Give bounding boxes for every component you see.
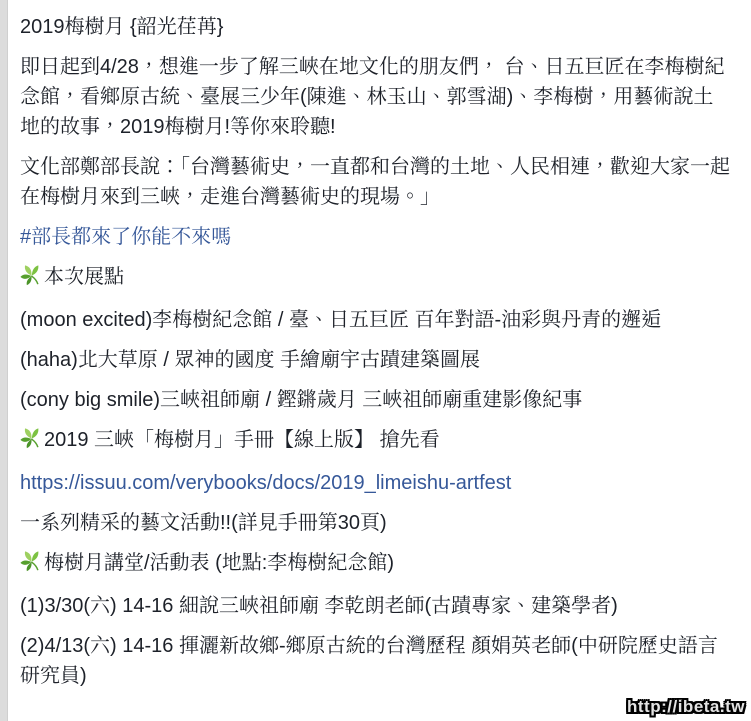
handbook-url-link[interactable]: https://issuu.com/verybooks/docs/2019_limeishu-artfest <box>20 472 512 494</box>
intro-paragraph: 即日起到4/28，想進一步了解三峽在地文化的朋友們， 台、日五巨匠在李梅樹紀念館，看鄉原古統、臺展三少年(陳進、林玉山、郭雪湖)、李梅樹，用藝術說土地的故事，2019梅樹月!等你來聆聽! <box>20 56 725 138</box>
minister-quote-paragraph: 文化部鄭部長說：「台灣藝術史，一直都和台灣的土地、人民相連，歡迎大家一起在梅樹月來到三峽，走進台灣藝術史的現場。」 <box>20 156 730 208</box>
herb-leaf-icon <box>20 264 42 295</box>
exhibit-item: (cony big smile)三峽祖師廟 / 鏗鏘歲月 三峽祖師廟重建影像紀事 <box>20 389 583 411</box>
hashtag-link[interactable]: #部長都來了你能不來嗎 <box>20 226 232 248</box>
exhibits-header <box>20 262 733 295</box>
ibeta-watermark: http://ibeta.tw <box>627 697 745 716</box>
lectures-header <box>20 548 733 581</box>
exhibit-item: (haha)北大草原 / 眾神的國度 手繪廟宇古蹟建築圖展 <box>20 349 481 371</box>
screenshot-left-edge-strip <box>0 0 8 721</box>
hashtag-line <box>20 222 733 252</box>
handbook-note: 一系列精采的藝文活動!!(詳見手冊第30頁) <box>20 512 387 534</box>
lecture-item: (1)3/30(六) 14-16 細說三峽祖師廟 李乾朗老師(古蹟專家、建築學者) <box>20 595 618 617</box>
exhibits-header-label: 本次展點 <box>44 266 124 288</box>
herb-leaf-icon <box>20 550 42 581</box>
handbook-header <box>20 425 733 458</box>
lecture-item: (2)4/13(六) 14-16 揮灑新故鄉-鄉原古統的台灣歷程 顏娟英老師(中研院歷史語言研究員) <box>20 635 718 687</box>
handbook-header-label: 2019 三峽「梅樹月」手冊【線上版】 搶先看 <box>44 429 440 451</box>
handbook-link-line <box>20 468 733 498</box>
herb-leaf-icon <box>20 427 42 458</box>
post-content <box>8 0 751 721</box>
exhibit-item: (moon excited)李梅樹紀念館 / 臺、日五巨匠 百年對語-油彩與丹青的邂逅 <box>20 309 662 331</box>
post-title: 2019梅樹月 {韶光荏苒} <box>20 16 224 38</box>
lectures-header-label: 梅樹月講堂/活動表 (地點:李梅樹紀念館) <box>44 552 394 574</box>
